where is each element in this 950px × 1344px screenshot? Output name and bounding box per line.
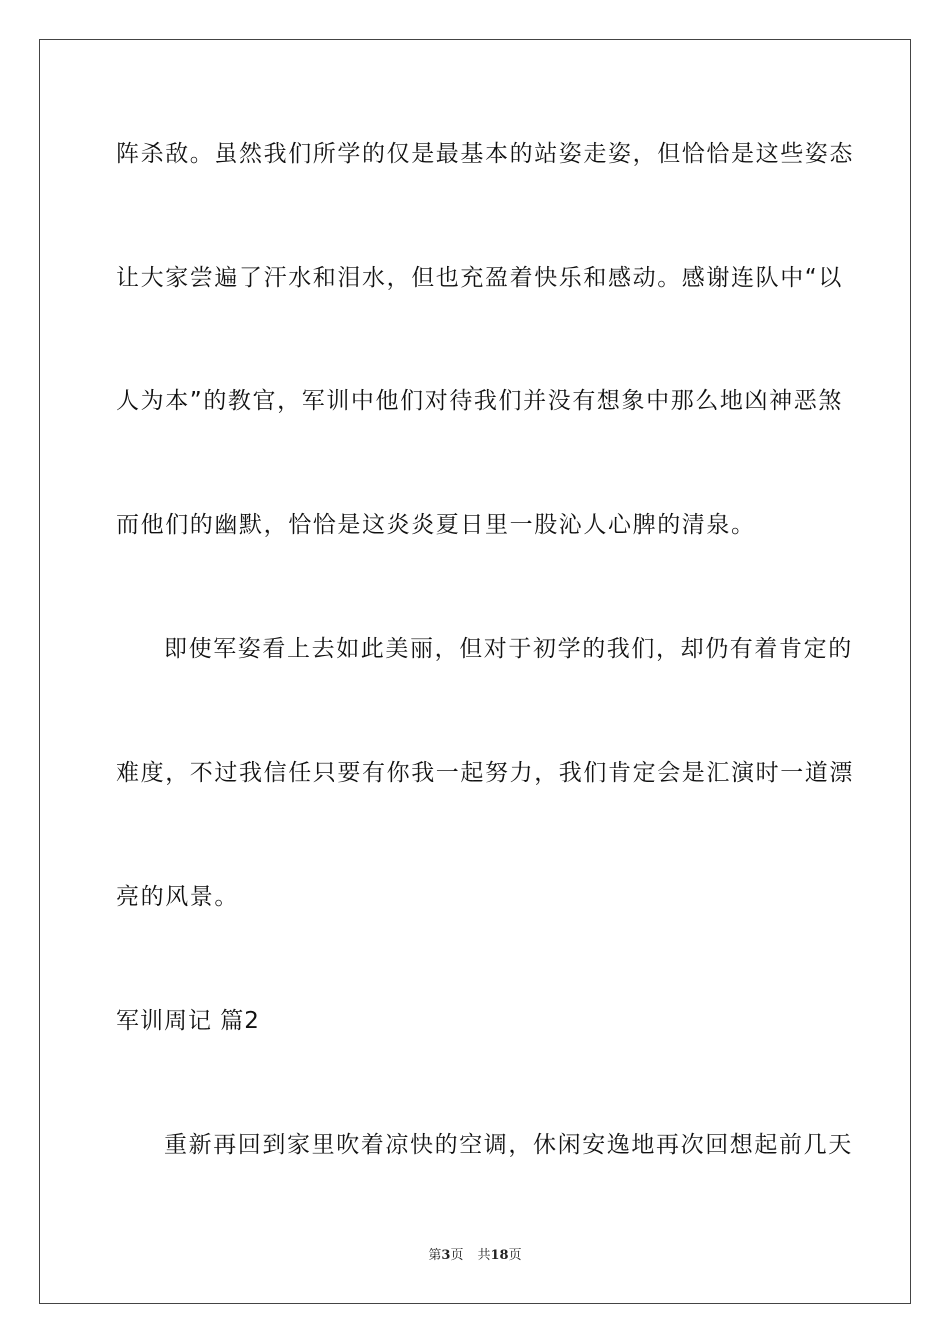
page-footer — [0, 1247, 950, 1265]
footer-page-suffix: 页 — [450, 1248, 464, 1263]
section-heading: 军训周记 篇2 — [116, 1008, 260, 1034]
text-line-7: 亮的风景。 — [116, 884, 239, 910]
text-line-5: 即使军姿看上去如此美丽，但对于初学的我们，却仍有着肯定的 — [164, 636, 853, 662]
text-line-6: 难度，不过我信任只要有你我一起努力，我们肯定会是汇演时一道漂 — [116, 760, 854, 786]
text-line-3: 人为本”的教官，军训中他们对待我们并没有想象中那么地凶神恶煞 — [116, 388, 843, 414]
text-line-1: 阵杀敌。虽然我们所学的仅是最基本的站姿走姿，但恰恰是这些姿态 — [116, 141, 854, 167]
footer-page-prefix: 第 — [428, 1248, 442, 1263]
footer-total-number: 18 — [490, 1248, 509, 1263]
text-line-2: 让大家尝遍了汗水和泪水，但也充盈着快乐和感动。感谢连队中“以 — [116, 265, 843, 291]
footer-total-suffix: 页 — [508, 1248, 522, 1263]
text-line-4: 而他们的幽默，恰恰是这炎炎夏日里一股沁人心脾的清泉。 — [116, 512, 756, 538]
footer-total-prefix: 共 — [477, 1248, 491, 1263]
text-line-8: 重新再回到家里吹着凉快的空调，休闲安逸地再次回想起前几天 — [164, 1132, 853, 1158]
page-frame — [39, 39, 911, 1304]
footer-page-number: 3 — [441, 1248, 451, 1263]
